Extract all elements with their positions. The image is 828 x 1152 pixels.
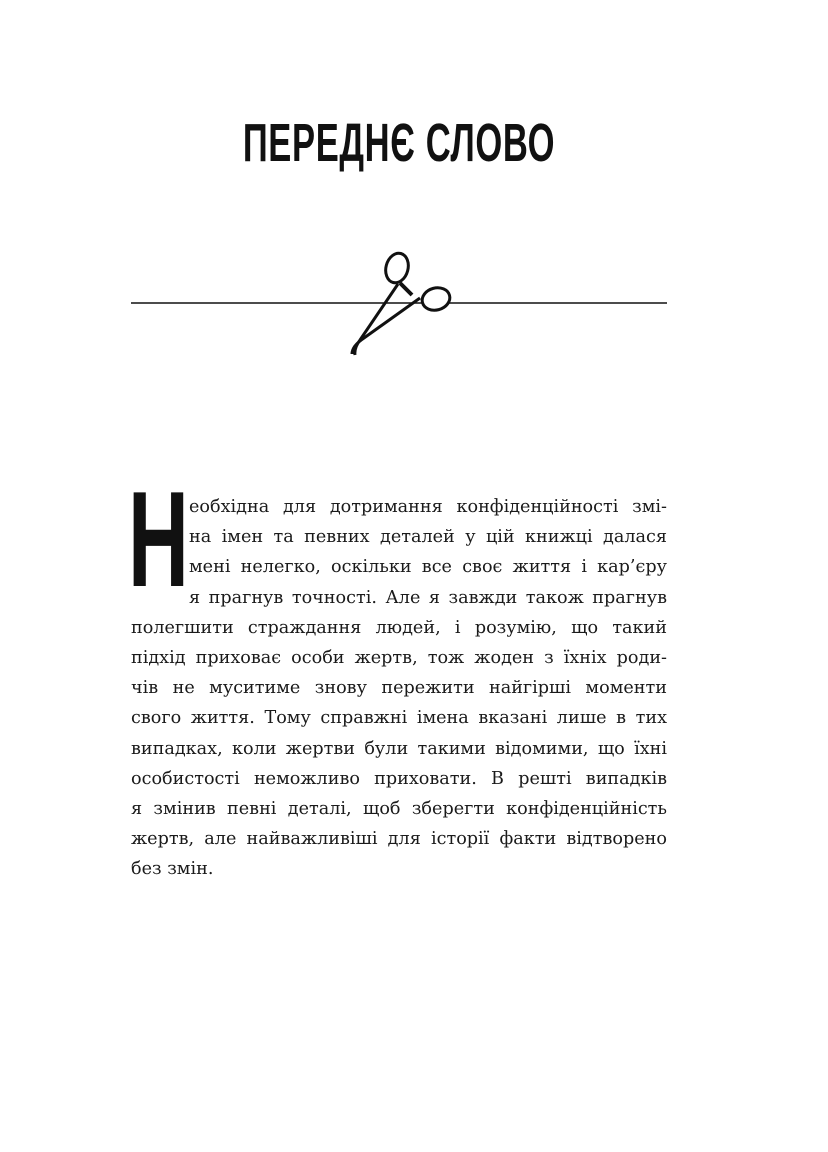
text-line: мені нелегко, оскільки все своє життя і кар’єру [189,557,667,578]
forceps-ring-1 [382,251,411,286]
text-line: свого життя. Тому справжні імена вказані лише в тих [131,708,667,729]
text-line: жертв, але найважливіші для історії факти відтворено [131,829,667,850]
text-line: випадках, коли жертви були такими відомими, що їхні [131,738,667,759]
forceps-arm-2 [352,298,420,354]
text-line: чів не муситиме знову пережити найгірші моменти [131,678,667,699]
forceps-lock [400,283,412,295]
text-line: особистості неможливо приховати. В решті випадків [131,768,667,789]
forceps-divider-icon [0,0,828,400]
text-line: я змінив певні деталі, щоб зберегти конфіденційність [131,798,667,819]
drop-cap: Н [128,463,189,615]
forceps-ring-2 [420,285,453,313]
foreword-paragraph [131,492,667,884]
text-line: підхід приховає особи жертв, тож жоден з їхніх роди- [131,647,667,668]
text-line: еобхідна для дотримання конфіденційності змі- [189,497,667,517]
text-line: без змін. [131,859,214,880]
chapter-title-text: ПЕРЕДНЄ СЛОВО [242,113,556,173]
text-line: я прагнув точності. Але я завжди також прагнув [189,587,667,608]
text-line: на імен та певних деталей у цій книжці далася [189,527,667,548]
text-line: полегшити страждання людей, і розумію, що такий [131,617,667,638]
